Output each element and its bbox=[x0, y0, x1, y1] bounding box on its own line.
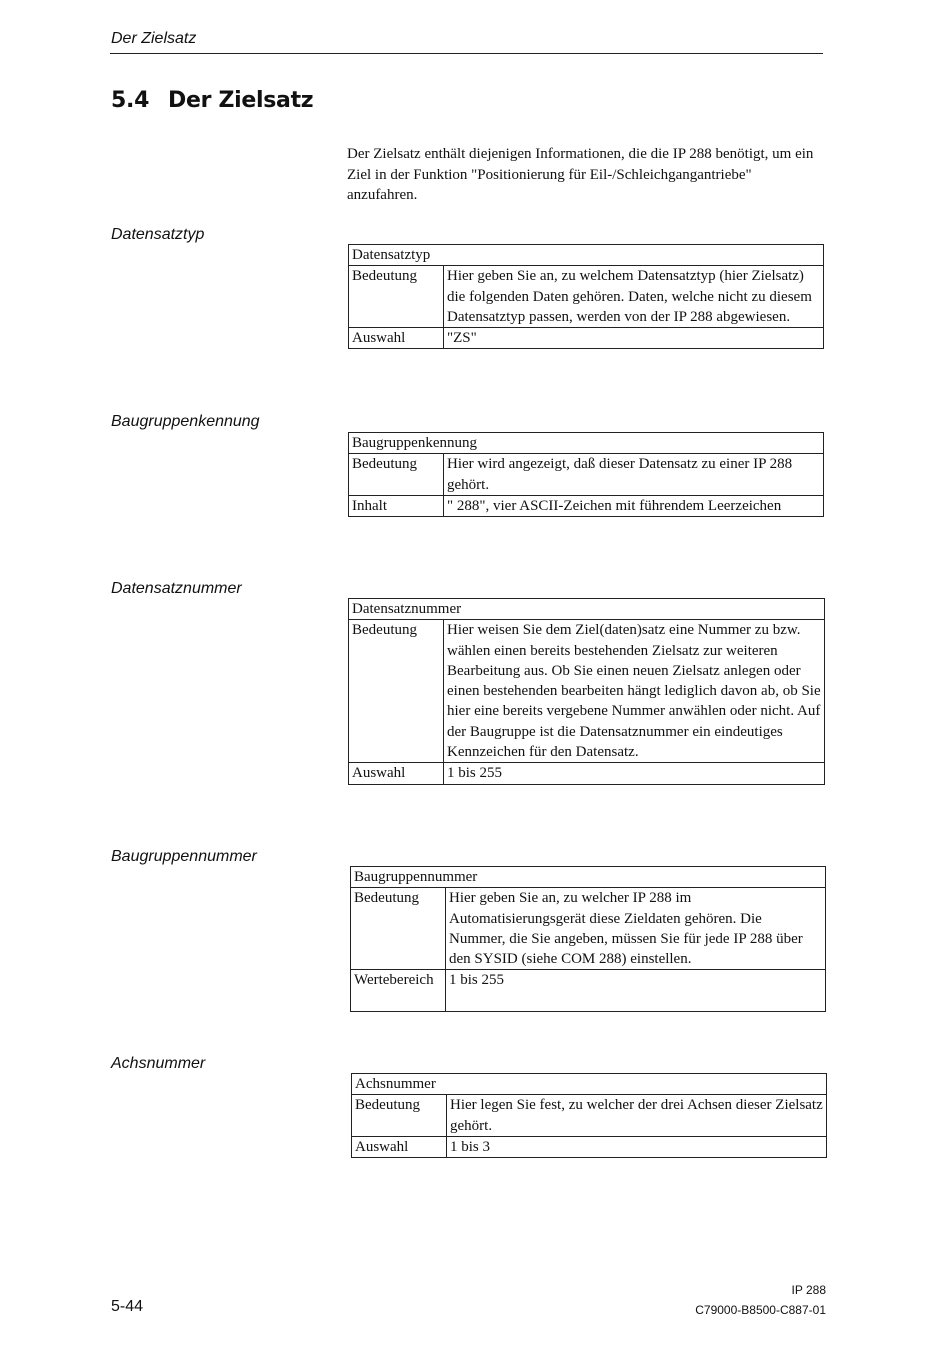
side-label-datensatznummer: Datensatznummer bbox=[111, 580, 242, 597]
table-title: Datensatztyp bbox=[349, 245, 824, 266]
row-label: Bedeutung bbox=[349, 454, 444, 496]
footer-product: IP 288 bbox=[791, 1283, 826, 1297]
section-heading bbox=[111, 88, 313, 113]
table-row bbox=[349, 620, 825, 763]
row-value: Hier geben Sie an, zu welcher IP 288 im Automatisierungsgerät diese Zieldaten gehören. Die Nummer, die Sie angeben, müssen Sie für jede IP 288 über den SYSID (siehe COM 288) einstellen. bbox=[446, 888, 826, 970]
row-label: Bedeutung bbox=[351, 888, 446, 970]
row-label: Bedeutung bbox=[352, 1095, 447, 1137]
table-title: Baugruppenkennung bbox=[349, 433, 824, 454]
table-row bbox=[349, 266, 824, 328]
row-value: Hier geben Sie an, zu welchem Datensatztyp (hier Zielsatz) die folgenden Daten gehören. Daten, welche nicht zu diesem Datensatztyp passen, werden von der IP 288 abgewiesen. bbox=[444, 266, 824, 328]
side-label-baugruppennummer: Baugruppennummer bbox=[111, 848, 257, 865]
table-row bbox=[351, 888, 826, 970]
side-label-achsnummer: Achsnummer bbox=[111, 1055, 206, 1072]
row-value: Hier weisen Sie dem Ziel(daten)satz eine Nummer zu bzw. wählen einen bereits bestehenden Zielsatz zur weiteren Bearbeitung aus. Ob Sie einen neuen Zielsatz anlegen oder einen bestehenden bearbeiten hängt lediglich davon ab, ob Sie hier eine bereits vergebene Nummer anwählen oder nicht. Auf der Baugruppe ist die Datensatznummer ein eindeutiges Kennzeichen für den Datensatz. bbox=[444, 620, 825, 763]
row-value: Hier legen Sie fest, zu welcher der drei Achsen dieser Zielsatz gehört. bbox=[447, 1095, 827, 1137]
row-label: Inhalt bbox=[349, 495, 444, 516]
page-header-title: Der Zielsatz bbox=[111, 30, 197, 47]
row-label: Auswahl bbox=[349, 763, 444, 784]
header-rule bbox=[110, 53, 823, 54]
table-row bbox=[349, 763, 825, 784]
row-value: " 288", vier ASCII-Zeichen mit führendem Leerzeichen bbox=[444, 495, 824, 516]
row-label: Bedeutung bbox=[349, 620, 444, 763]
row-value: 1 bis 255 bbox=[446, 970, 826, 1012]
row-value: "ZS" bbox=[444, 328, 824, 349]
intro-paragraph: Der Zielsatz enthält diejenigen Informationen, die die IP 288 benötigt, um ein Ziel in der Funktion "Positionierung für Eil-/Schleichgangantriebe" anzufahren. bbox=[347, 146, 814, 203]
table-baugruppenkennung bbox=[348, 432, 824, 517]
table-datensatztyp bbox=[348, 244, 824, 349]
table-row bbox=[349, 328, 824, 349]
row-label: Wertebereich bbox=[351, 970, 446, 1012]
row-value: 1 bis 255 bbox=[444, 763, 825, 784]
table-row bbox=[352, 1095, 827, 1137]
table-baugruppennummer bbox=[350, 866, 826, 1012]
table-row bbox=[349, 454, 824, 496]
row-value: 1 bis 3 bbox=[447, 1136, 827, 1157]
table-achsnummer bbox=[351, 1073, 827, 1158]
row-label: Bedeutung bbox=[349, 266, 444, 328]
section-number: 5.4 bbox=[111, 88, 150, 113]
table-row bbox=[352, 1136, 827, 1157]
footer-doc-number: C79000-B8500-C887-01 bbox=[695, 1303, 826, 1317]
footer-doc-info bbox=[695, 1280, 826, 1320]
table-row bbox=[349, 495, 824, 516]
row-label: Auswahl bbox=[352, 1136, 447, 1157]
row-value: Hier wird angezeigt, daß dieser Datensatz zu einer IP 288 gehört. bbox=[444, 454, 824, 496]
footer-page-number: 5-44 bbox=[111, 1298, 144, 1315]
row-label: Auswahl bbox=[349, 328, 444, 349]
section-title: Der Zielsatz bbox=[168, 88, 314, 113]
table-title: Datensatznummer bbox=[349, 599, 825, 620]
table-title: Baugruppennummer bbox=[351, 867, 826, 888]
table-datensatznummer bbox=[348, 598, 825, 785]
table-title: Achsnummer bbox=[352, 1074, 827, 1095]
side-label-datensatztyp: Datensatztyp bbox=[111, 226, 205, 243]
side-label-baugruppenkennung: Baugruppenkennung bbox=[111, 413, 260, 430]
table-row bbox=[351, 970, 826, 1012]
